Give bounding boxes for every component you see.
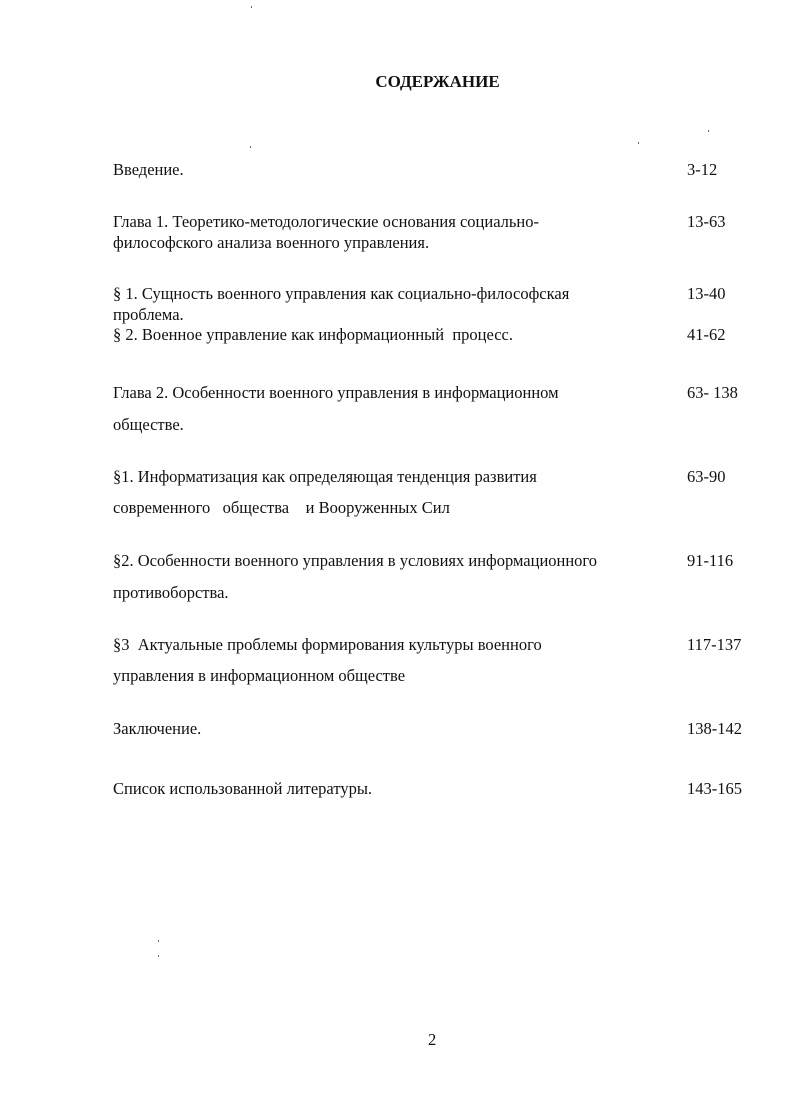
toc-entry-pages: 63- 138 — [687, 383, 738, 402]
page-title: СОДЕРЖАНИЕ — [375, 72, 500, 91]
toc-entry-text: Введение. — [113, 160, 184, 179]
toc-entry-text: §1. Информатизация как определяющая тенденция развития — [113, 467, 537, 486]
page-number: 2 — [428, 1030, 437, 1049]
scan-speck — [251, 6, 252, 8]
scan-speck — [250, 146, 251, 148]
toc-entry-pages: 41-62 — [687, 325, 726, 344]
toc-entry-pages: 138-142 — [687, 719, 742, 738]
toc-entry-text: Глава 1. Теоретико-методологические основания социально- — [113, 212, 540, 231]
toc-entry-text: §3 Актуальные проблемы формирования культуры военного — [113, 635, 542, 654]
scan-speck — [158, 940, 159, 942]
toc-entry-pages: 13-63 — [687, 212, 726, 231]
toc-entry-text: § 2. Военное управление как информационный процесс. — [113, 325, 513, 344]
toc-entry-pages: 63-90 — [687, 467, 726, 486]
toc-entry-pages: 143-165 — [687, 779, 742, 798]
toc-entry-pages: 91-116 — [687, 551, 734, 570]
toc-entry-text: обществе. — [113, 415, 184, 434]
toc-entry-text: философского анализа военного управления. — [113, 233, 430, 252]
scan-speck — [158, 955, 159, 957]
toc-entry-text: современного общества и Вооруженных Сил — [113, 498, 450, 517]
toc-entry-text: Глава 2. Особенности военного управления в информационном — [113, 383, 559, 402]
toc-entry-pages: 3-12 — [687, 160, 718, 179]
toc-entry-text: Заключение. — [113, 719, 202, 738]
toc-entry-text: Список использованной литературы. — [113, 779, 373, 798]
toc-entry-text: управления в информационном обществе — [113, 666, 406, 685]
toc-entry-text: проблема. — [113, 305, 184, 324]
scan-speck — [708, 130, 709, 132]
scan-speck — [638, 142, 639, 144]
toc-entry-text: § 1. Сущность военного управления как социально-философская — [113, 284, 570, 303]
toc-entry-text: противоборства. — [113, 583, 229, 602]
toc-entry-text: §2. Особенности военного управления в условиях информационного — [113, 551, 598, 570]
toc-entry-pages: 13-40 — [687, 284, 726, 303]
toc-entry-pages: 117-137 — [687, 635, 742, 654]
